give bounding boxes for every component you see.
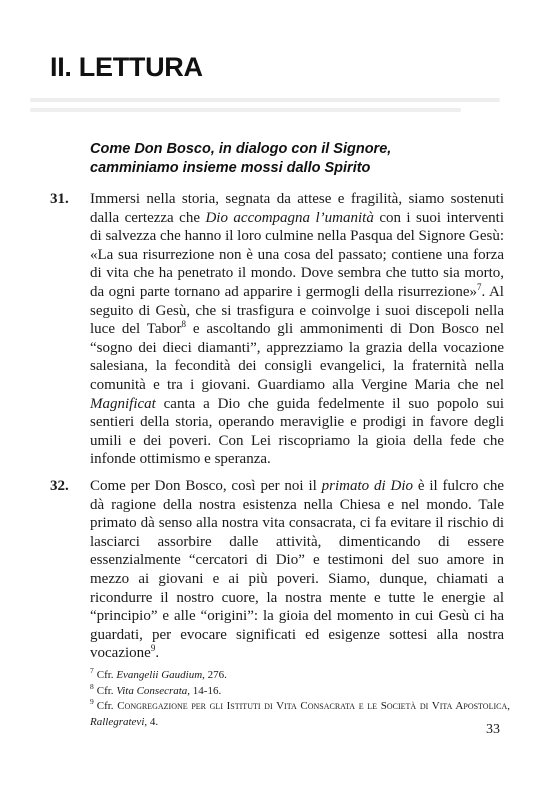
footnotes (90, 668, 510, 730)
text-run: con i suoi interventi di salvezza che hanno il loro culmine nella Pasqua del Signore Gesù: «La sua risurrezione non è una cosa del passato; contiene una forza di vita che ha penetrato il mondo. Dove sembra che tutto sia morto, da ogni parte tornano ad apparire i germogli della risurrezione» (90, 209, 505, 300)
footnote-8 (90, 681, 510, 700)
section-heading: II. LETTURA (50, 52, 203, 82)
section-subtitle (90, 140, 470, 178)
text-run: Cfr. (96, 669, 117, 681)
text-run: è il fulcro che dà ragione della nostra esistenza nella Chiesa e nel mondo. Tale primato dà senso alla nostra vita consacrata, ci fa evitare il rischio di lasciarci assorbire dalle attività, dimenticando di essere essenzialmente “cercatori di Dio” e testimoni del suo amore in mezzo ai giovani e ai più poveri. Siamo, dunque, chiamati a ricondurre il nostro cuore, la nostra mente e tutte le energie al “principio” e alle “origini”: la gioia del momento in cui Gesù ci ha guardati, per evocare significati ed esigenze sottesi alla nostra vocazione (90, 478, 504, 662)
subtitle-line-1: Come Don Bosco, in dialogo con il Signore, (90, 141, 392, 157)
paragraph-number: 31. (50, 191, 69, 207)
footnote-ref-9: 9 (150, 643, 156, 654)
footnote-7 (90, 668, 510, 684)
paragraph-number: 32. (50, 478, 69, 494)
footnote-ref-7: 7 (477, 281, 482, 292)
paragraph-32 (50, 477, 504, 663)
footnote-ref-8: 8 (181, 319, 186, 330)
paragraph-31 (50, 190, 504, 469)
footnote-number: 7 (90, 666, 94, 676)
text-run: . (155, 645, 160, 662)
small-caps-author: Congregazione per gli Istituti di Vita Consacrata e le Società di Vita Apostolica (117, 700, 508, 712)
text-run: , 14-16. (187, 684, 222, 697)
text-run: Immersi nella storia, segnata da attese e fragilità, siamo sostenuti dalla certezza che (90, 191, 504, 226)
footnote-number: 8 (90, 681, 94, 691)
italic-phrase: Magnificat (90, 395, 156, 412)
text-run: . Al seguito di Gesù, che si trasfigura e coinvolge i suoi discepoli nella luce del Tabor (90, 283, 504, 338)
italic-title: Vita Consecrata (116, 684, 188, 697)
subtitle-line-2: camminiamo insieme mossi dallo Spirito (90, 160, 371, 176)
paragraph-text (90, 477, 504, 663)
text-run: Come per Don Bosco, così per noi il (90, 478, 322, 494)
italic-phrase: Dio accompagna l’umanità (205, 209, 374, 226)
text-run: , (507, 700, 510, 712)
italic-title: Rallegratevi (90, 715, 145, 728)
text-run: Cfr. (96, 700, 118, 712)
text-run: Cfr. (96, 684, 117, 697)
text-run: , 276. (202, 669, 227, 681)
text-run: , 4. (144, 715, 159, 728)
italic-phrase: primato di Dio (321, 478, 413, 494)
text-run: e ascoltando gli ammonimenti di Don Bosco nel “sogno dei dieci diamanti”, apprezziamo la grazia della vocazione salesiana, la fecondità dei consigli evangelici, la fraternità nella comunità e tra i giovani. Guardiamo alla Vergine Maria che nel (90, 321, 504, 393)
paragraph-text (90, 190, 504, 469)
text-run: canta a Dio che guida fedelmente il suo popolo sui sentieri della storia, operando meraviglie e prodigi in favore degli umili e dei poveri. Con Lei riscopriamo la gioia della fede che infonde ottimismo e speranza. (90, 395, 504, 468)
footnote-9 (90, 699, 510, 730)
italic-title: Evangelii Gaudium (116, 669, 203, 681)
page-number: 33 (486, 722, 500, 737)
footnote-number: 9 (90, 697, 94, 707)
bleed-through-text (30, 92, 520, 122)
